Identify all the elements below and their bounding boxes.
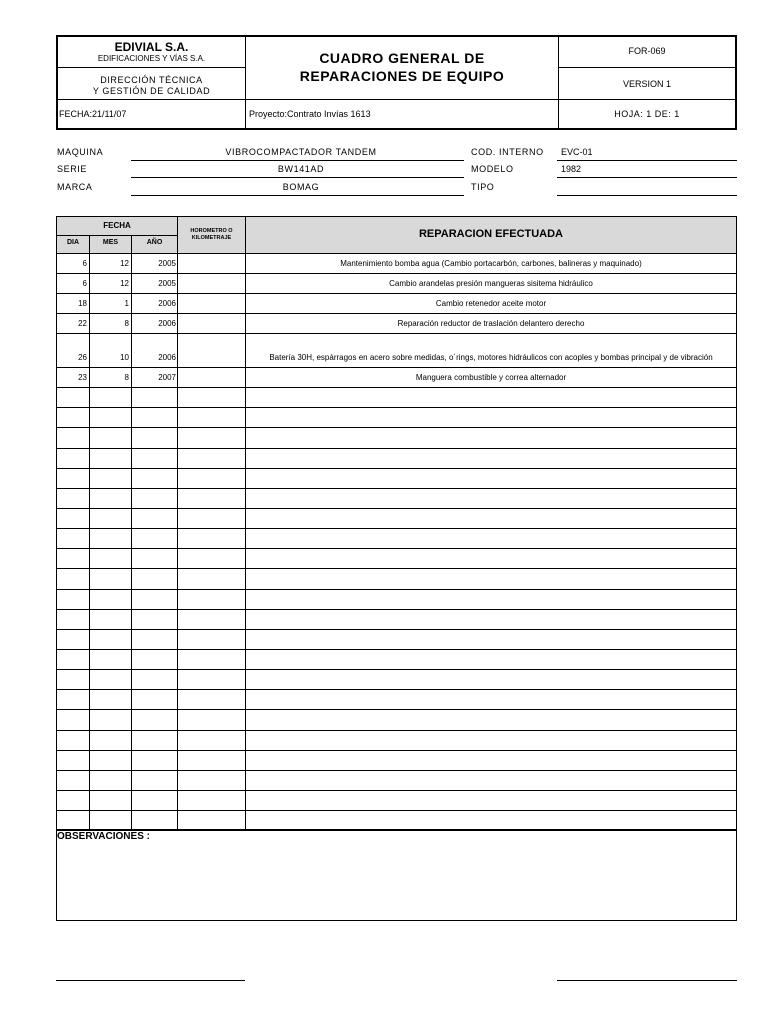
description-cell: Manguera combustible y correa alternador <box>415 373 567 382</box>
modelo-label: MODELO <box>471 164 514 174</box>
row-divider <box>57 589 736 590</box>
serie-label: SERIE <box>57 164 88 174</box>
header-box <box>56 35 737 130</box>
dia-cell: 6 <box>82 259 87 268</box>
serie-line <box>131 177 464 178</box>
document-title-line1: CUADRO GENERAL DE <box>319 50 485 66</box>
row-divider <box>57 528 736 529</box>
dia-cell: 26 <box>78 353 87 362</box>
dia-cell: 6 <box>82 279 87 288</box>
ano-cell: 2005 <box>158 279 176 288</box>
ano-cell: 2007 <box>158 373 176 382</box>
horometro-header-line1: HOROMETRO O <box>190 228 233 234</box>
observaciones-label: OBSERVACIONES : <box>57 831 150 842</box>
row-divider <box>57 669 736 670</box>
proyecto-label: Proyecto:Contrato Invías 1613 <box>249 109 371 119</box>
dia-cell: 18 <box>78 299 87 308</box>
row-divider <box>57 810 736 811</box>
description-cell: Batería 30H, espárragos en acero sobre medidas, o´rings, motores hidráulicos con acoples y bombas principal y de vibración <box>269 353 713 362</box>
cod-interno-value: EVC-01 <box>561 147 593 157</box>
divider <box>57 235 177 236</box>
fecha-header: FECHA <box>103 221 131 230</box>
marca-label: MARCA <box>57 182 93 192</box>
row-divider <box>57 427 736 428</box>
department-line2: Y GESTIÓN DE CALIDAD <box>92 86 211 96</box>
row-divider <box>57 568 736 569</box>
row-divider <box>57 468 736 469</box>
row-divider <box>57 629 736 630</box>
repair-table <box>56 216 737 921</box>
horometro-header-line2: KILOMETRAJE <box>191 235 232 241</box>
tipo-line <box>557 195 737 196</box>
maquina-line <box>131 160 464 161</box>
row-divider <box>57 448 736 449</box>
row-divider <box>57 609 736 610</box>
row-divider <box>57 730 736 731</box>
table-row <box>57 367 736 387</box>
ano-cell: 2006 <box>158 299 176 308</box>
table-row <box>57 313 736 333</box>
mes-cell: 12 <box>120 279 129 288</box>
row-divider <box>57 508 736 509</box>
hoja-label: HOJA: 1 DE: 1 <box>614 109 680 119</box>
company-name: EDIVIAL S.A. <box>114 40 189 54</box>
ano-cell: 2005 <box>158 259 176 268</box>
description-cell: Cambio retenedor aceite motor <box>435 299 547 308</box>
maquina-value: VIBROCOMPACTADOR TANDEM <box>225 147 377 157</box>
table-row <box>57 293 736 313</box>
department-line1: DIRECCIÓN TÉCNICA <box>100 75 203 85</box>
row-divider <box>57 689 736 690</box>
row-divider <box>57 387 736 388</box>
serie-value: BW141AD <box>277 164 325 174</box>
row-divider <box>57 790 736 791</box>
modelo-value: 1982 <box>561 164 582 174</box>
table-row <box>57 253 736 273</box>
dia-cell: 23 <box>78 373 87 382</box>
divider <box>58 67 245 68</box>
description-cell: Cambio arandelas presión mangueras sisitema hidráulico <box>389 279 593 288</box>
mes-cell: 12 <box>120 259 129 268</box>
ano-cell: 2006 <box>158 319 176 328</box>
row-divider <box>57 407 736 408</box>
description-cell: Reparación reductor de traslación delantero derecho <box>397 319 585 328</box>
reparacion-header: REPARACION EFECTUADA <box>418 228 564 240</box>
tipo-label: TIPO <box>471 182 495 192</box>
signature-line-left <box>56 980 245 981</box>
dia-header: DIA <box>66 239 80 246</box>
modelo-line <box>557 177 737 178</box>
marca-value: BOMAG <box>282 182 320 192</box>
divider <box>58 99 735 100</box>
row-divider <box>57 750 736 751</box>
row-divider <box>57 770 736 771</box>
maquina-label: MAQUINA <box>57 147 104 157</box>
description-cell: Mantenimiento bomba agua (Cambio portacarbón, carbones, balineras y maquinado) <box>340 259 642 268</box>
fecha-label: FECHA:21/11/07 <box>59 109 127 119</box>
form-code: FOR-069 <box>628 46 666 56</box>
mes-cell: 8 <box>124 373 129 382</box>
cod-interno-line <box>557 160 737 161</box>
version-label: VERSION 1 <box>622 79 671 89</box>
mes-cell: 8 <box>124 319 129 328</box>
document-title-line2: REPARACIONES DE EQUIPO <box>299 68 505 84</box>
row-divider <box>57 830 736 831</box>
row-divider <box>57 548 736 549</box>
company-subtitle: EDIFICACIONES Y VÍAS S.A. <box>97 54 206 63</box>
table-row <box>57 333 736 367</box>
ano-header: AÑO <box>146 239 163 246</box>
mes-cell: 1 <box>124 299 129 308</box>
row-divider <box>57 488 736 489</box>
row-divider <box>57 649 736 650</box>
dia-cell: 22 <box>78 319 87 328</box>
ano-cell: 2006 <box>158 353 176 362</box>
mes-cell: 10 <box>120 353 129 362</box>
table-row <box>57 273 736 293</box>
marca-line <box>131 195 464 196</box>
mes-header: MES <box>102 239 119 246</box>
divider <box>558 67 735 68</box>
row-divider <box>57 709 736 710</box>
cod-interno-label: COD. INTERNO <box>471 147 544 157</box>
signature-line-right <box>557 980 737 981</box>
